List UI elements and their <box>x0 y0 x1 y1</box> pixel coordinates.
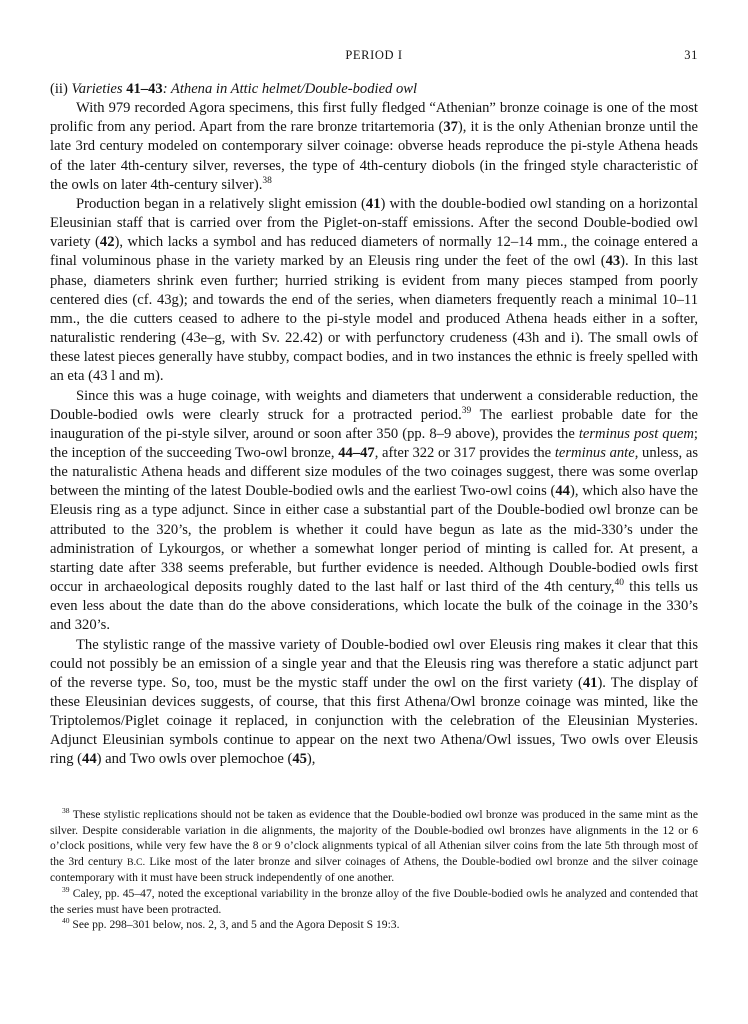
body-text <box>50 80 698 770</box>
section-heading: (ii) Varieties 41–43: Athena in Attic helmet/Double-bodied owl <box>50 81 418 97</box>
paragraph-4: The stylistic range of the massive variety of Double-bodied owl over Eleusis ring makes it clear that this could not possibly be an emission of a single year and that the Eleusis ring was therefore a static adjunct part of the reverse type. So, too, must be the mystic staff under the owl on the first variety (41). The display of these Eleusinian devices suggests, of course, that this first Athena/Owl bronze coinage was minted, like the Triptolemos/Piglet coinage it replaced, in conjunction with the celebration of the Eleusinian Mysteries. Adjunct Eleusinian symbols continue to appear on the next two Athena/Owl issues, Two owls over Eleusis ring (44) and Two owls over plemochoe (45), <box>50 636 698 768</box>
footnote-39: $^{39}$ Caley, pp. 45–47, noted the exceptional variability in the bronze alloy of the five Double-bodied owls he analyzed and contended that the series must have been protracted. <box>50 885 698 916</box>
footnote-38: $^{38}$ These stylistic replications should not be taken as evidence that the Double-bodied owl bronze was produced in the same mint as the silver. Despite considerable variation in die alignments, the majority of the Double-bodied owl bronzes have alignments in the 12 or 6 o’clock positions, while very few have the 8 or 9 o’clock alignments typical of all Athenian silver coins from the late 5th through most of the 3rd century B.C. Like most of the later bronze and silver coinages of Athens, the Double-bodied owl bronze and the silver coinage contemporary with it must have been struck independently of one another. <box>50 806 699 885</box>
paragraph-1: With 979 recorded Agora specimens, this first fully fledged “Athenian” bronze coinage is one of the most prolific from any period. Apart from the rare bronze tritartemoria (37), it is the only Athenian bronze until the late 3rd century modeled on contemporary silver coinage: obverse heads reproduce the pi-style Athena heads of the later 4th-century silver, reverses, the type of 4th-century diobols (in the fringed style characteristic of the owls on later 4th-century silver).$^{38}$ <box>50 100 698 193</box>
footnote-ref-40: 40 <box>614 578 624 589</box>
page-number: 31 <box>684 48 698 62</box>
paragraph-2: Production began in a relatively slight emission (41) with the double-bodied owl standing on a horizontal Eleusinian staff that is carried over from the Piglet-on-staff emissions. After the second Double-bodied owl variety (42), which lacks a symbol and has reduced diameters of normally 12–14 mm., the coinage entered a final voluminous phase in the variety marked by an Eleusis ring under the feet of the owl (43). In this last phase, diameters shrink even further; hurried striking is evident from many pieces stamped from poorly centered dies (cf. 43g); and towards the end of the series, when diameters frequently reach a minimal 10–11 mm., the die cutters ceased to adhere to the pi-style model and produced Athena heads either in a softer, naturalistic rendering (43e–g, with Sv. 22.42) or with perfunctory crudeness (43h and i). The small owls of these latest pieces generally have stubby, compact bodies, and in two instances the ethnic is freely spelled with an eta (43 l and m). <box>50 195 698 385</box>
footnote-ref-39: 39 <box>461 405 472 416</box>
footnote-ref-38: 38 <box>262 175 272 186</box>
footnote-40: $^{40}$ See pp. 298–301 below, nos. 2, 3, and 5 and the Agora Deposit S 19:3. <box>62 916 400 932</box>
running-header <box>50 48 698 68</box>
paragraph-3: Since this was a huge coinage, with weights and diameters that underwent a considerable reduction, the Double-bodied owls were clearly struck for a protracted period.$^{39}$ The earliest probable date for the inauguration of the pi-style silver, around or soon after 350 (pp. 8–9 above), provides the terminus post quem; the inception of the succeeding Two-owl bronze, 44–47, after 322 or 317 provides the terminus ante, unless, as the naturalistic Athena heads and different size modules of the two coinages suggest, there was some overlap between the minting of the latest Double-bodied owls and the earliest Two-owl coins (44), which also have the Eleusis ring as a type adjunct. Since in either case a substantial part of the Double-bodied owl bronze can be attributed to the 320’s, the problem is whether it could have begun as late as the mid-330’s under the administration of Lykourgos, or whether a somewhat longer period of minting is called for. At present, a starting date after 338 seems preferable, but further evidence is needed. Although Double-bodied owls first occur in archaeological deposits roughly dated to the last half or last third of the 4th century,$^{40}$ this tells us even less about the date than do the above considerations, which locate the bulk of the coinage in the 330’s and 320’s. <box>50 387 699 634</box>
running-title: PERIOD I <box>345 48 403 62</box>
footnotes <box>50 807 698 933</box>
